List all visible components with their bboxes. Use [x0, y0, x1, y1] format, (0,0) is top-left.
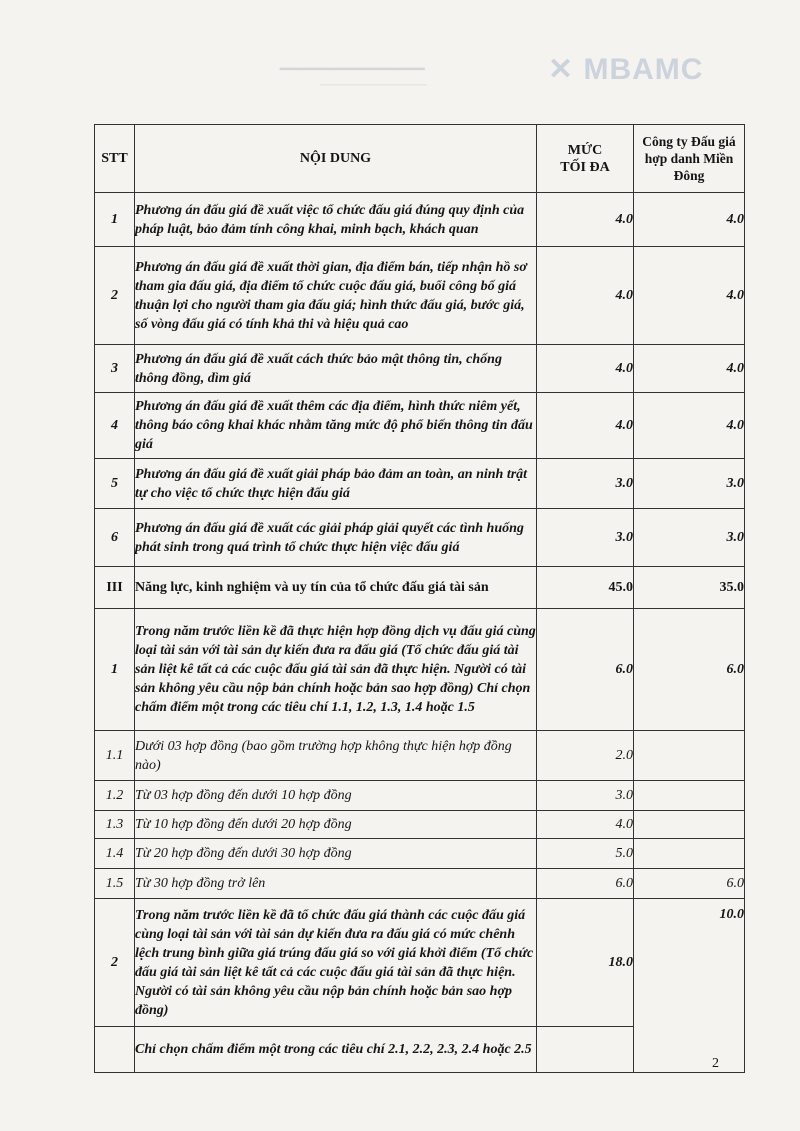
row-max-score: [537, 1027, 634, 1073]
row-company-score: 3.0: [634, 509, 745, 567]
row-max-score: 4.0: [537, 247, 634, 345]
row-stt: 1.1: [95, 731, 135, 781]
bleed-through-text: ━━━━━━━━━━━━━━━━━━━━: [280, 62, 425, 76]
row-content: Trong năm trước liền kề đã tổ chức đấu giá thành các cuộc đấu giá cùng loại tài sản với tài sản dự kiến đưa ra đấu giá có mức chênh lệch trung bình giữa giá trúng đấu giá so với giá khởi điểm (Tổ chức đấu giá tài sản liệt kê tất cả các cuộc đấu giá tài sản đã thực hiện. Người có tài sản không yêu cầu nộp bản chính hoặc bản sao hợp đồng): [135, 899, 537, 1027]
header-max-line1: MỨC: [567, 142, 603, 158]
row-content: Từ 03 hợp đồng đến dưới 10 hợp đồng: [135, 781, 537, 811]
row-content: Từ 20 hợp đồng đến dưới 30 hợp đồng: [135, 839, 537, 869]
row-stt: 2: [95, 247, 135, 345]
table-row: [95, 459, 745, 509]
row-company-score: 4.0: [634, 247, 745, 345]
row-max-score: 18.0: [537, 899, 634, 1027]
table-row: [95, 899, 745, 1027]
header-content: NỘI DUNG: [135, 125, 537, 193]
row-stt: [95, 1027, 135, 1073]
row-content: Phương án đấu giá đề xuất các giải pháp giải quyết các tình huống phát sinh trong quá trình tổ chức thực hiện việc đấu giá: [135, 509, 537, 567]
page-number: 2: [712, 1056, 719, 1071]
scoring-table: [94, 124, 745, 1073]
header-company: Công ty Đấu giá hợp danh Miền Đông: [634, 125, 745, 193]
row-content: Trong năm trước liền kề đã thực hiện hợp đồng dịch vụ đấu giá cùng loại tài sản với tài sản dự kiến đưa ra đấu giá (Tổ chức đấu giá tài sản liệt kê tất cả các cuộc đấu giá tài sản đã thực hiện. Người có tài sản không yêu cầu nộp bản chính hoặc bản sao hợp đồng) Chỉ chọn chấm điểm một trong các tiêu chí 1.1, 1.2, 1.3, 1.4 hoặc 1.5: [135, 609, 537, 731]
section-row: [95, 567, 745, 609]
row-company-score: 4.0: [634, 193, 745, 247]
row-content: Dưới 03 hợp đồng (bao gồm trường hợp không thực hiện hợp đồng nào): [135, 731, 537, 781]
row-stt: 1: [95, 609, 135, 731]
row-stt: 1.3: [95, 811, 135, 839]
table-row: [95, 345, 745, 393]
row-max-score: 6.0: [537, 609, 634, 731]
row-stt: 1: [95, 193, 135, 247]
row-stt: 1.5: [95, 869, 135, 899]
row-stt: III: [95, 567, 135, 609]
row-max-score: 5.0: [537, 839, 634, 869]
row-company-score: [634, 781, 745, 811]
row-company-score: [634, 811, 745, 839]
row-company-score: 10.0: [634, 899, 745, 1073]
row-content: Phương án đấu giá đề xuất thêm các địa điểm, hình thức niêm yết, thông báo công khai khác nhằm tăng mức độ phổ biến thông tin đấu giá: [135, 393, 537, 459]
table-row: [95, 869, 745, 899]
table-row: [95, 193, 745, 247]
header-stt: STT: [95, 125, 135, 193]
row-company-score: 3.0: [634, 459, 745, 509]
table-row: [95, 609, 745, 731]
row-company-score: [634, 839, 745, 869]
row-content: Từ 10 hợp đồng đến dưới 20 hợp đồng: [135, 811, 537, 839]
row-stt: 4: [95, 393, 135, 459]
row-stt: 2: [95, 899, 135, 1027]
header-max-score: [537, 125, 634, 193]
row-max-score: 3.0: [537, 509, 634, 567]
row-company-score: 6.0: [634, 609, 745, 731]
row-max-score: 3.0: [537, 459, 634, 509]
row-content: Phương án đấu giá đề xuất việc tổ chức đấu giá đúng quy định của pháp luật, bảo đảm tính công khai, minh bạch, khách quan: [135, 193, 537, 247]
row-content: Phương án đấu giá đề xuất cách thức bảo mật thông tin, chống thông đồng, dìm giá: [135, 345, 537, 393]
row-company-score: [634, 731, 745, 781]
row-max-score: 4.0: [537, 193, 634, 247]
table-row: [95, 247, 745, 345]
row-content: Chỉ chọn chấm điểm một trong các tiêu chí 2.1, 2.2, 2.3, 2.4 hoặc 2.5: [135, 1027, 537, 1073]
row-max-score: 2.0: [537, 731, 634, 781]
row-content: Từ 30 hợp đồng trở lên: [135, 869, 537, 899]
row-max-score: 4.0: [537, 345, 634, 393]
row-stt: 3: [95, 345, 135, 393]
header-max-line2: TỐI ĐA: [560, 159, 610, 175]
bleed-through-logo: ✕ MBAMC: [548, 53, 704, 86]
row-max-score: 45.0: [537, 567, 634, 609]
row-max-score: 6.0: [537, 869, 634, 899]
row-company-score: 35.0: [634, 567, 745, 609]
table-row: [95, 509, 745, 567]
row-max-score: 3.0: [537, 781, 634, 811]
row-content: Phương án đấu giá đề xuất thời gian, địa điểm bán, tiếp nhận hồ sơ tham gia đấu giá, địa điểm tổ chức cuộc đấu giá, buổi công bố giá thuận lợi cho người tham gia đấu giá; hình thức đấu giá, bước giá, số vòng đấu giá có tính khả thi và hiệu quả cao: [135, 247, 537, 345]
row-stt: 1.2: [95, 781, 135, 811]
table-header-row: [95, 125, 745, 193]
row-content: Năng lực, kinh nghiệm và uy tín của tổ chức đấu giá tài sản: [135, 567, 537, 609]
row-company-score: 6.0: [634, 869, 745, 899]
row-company-score: 4.0: [634, 345, 745, 393]
table-row: [95, 393, 745, 459]
table-row: [95, 731, 745, 781]
row-stt: 5: [95, 459, 135, 509]
table-row: [95, 839, 745, 869]
row-stt: 1.4: [95, 839, 135, 869]
table-row: [95, 781, 745, 811]
bleed-through-text: ───────────────: [320, 80, 427, 91]
row-company-score: 4.0: [634, 393, 745, 459]
row-max-score: 4.0: [537, 811, 634, 839]
row-stt: 6: [95, 509, 135, 567]
row-content: Phương án đấu giá đề xuất giải pháp bảo đảm an toàn, an ninh trật tự cho việc tổ chức thực hiện đấu giá: [135, 459, 537, 509]
table-row: [95, 811, 745, 839]
row-max-score: 4.0: [537, 393, 634, 459]
